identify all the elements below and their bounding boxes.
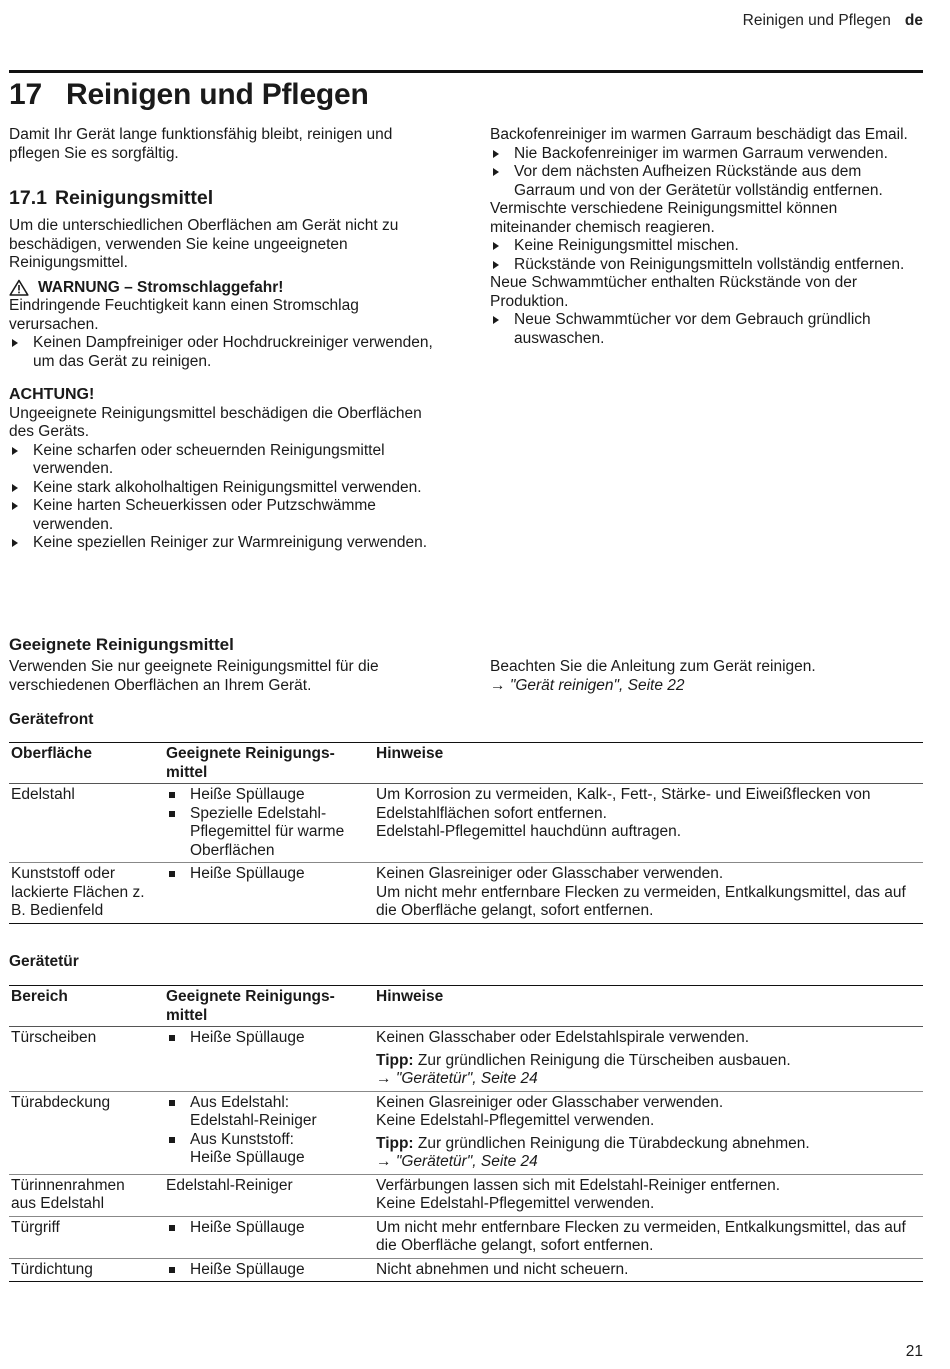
cell-notes <box>374 784 923 863</box>
column-header: Oberfläche <box>11 745 92 762</box>
cell-area: Edelstahl <box>11 786 75 803</box>
cell-area: Türgriff <box>11 1218 60 1236</box>
chapter-number: 17 <box>9 78 42 111</box>
right-column <box>490 126 922 348</box>
table-row <box>9 1216 923 1258</box>
sponge-text: Neue Schwammtücher enthalten Rückstände von der Produktion. <box>490 274 858 310</box>
list-item: Keine stark alkoholhaltigen Reinigungsmittel verwenden. <box>9 479 449 498</box>
list-item: Heiße Spüllauge <box>166 786 372 805</box>
sponge-list <box>490 311 922 348</box>
column-header: Hinweise <box>376 745 444 762</box>
cell-agents: Edelstahl-Reiniger <box>166 1176 293 1194</box>
list-item: Keinen Dampfreiniger oder Hochdruckreiniger verwenden, um das Gerät zu reinigen. <box>9 334 449 371</box>
list-item: Heiße Spüllauge <box>166 1029 372 1048</box>
cross-reference[interactable] <box>376 1153 921 1172</box>
left-column <box>9 126 449 553</box>
cell-area: Türscheiben <box>11 1029 97 1046</box>
warning-title: WARNUNG – Stromschlaggefahr! <box>38 278 284 296</box>
note-line: Keine Edelstahl-Pflegemittel verwenden. <box>376 1112 655 1129</box>
table-door-title: Gerätetür <box>9 953 79 970</box>
cell-agents <box>164 1216 374 1258</box>
tip-line <box>376 1135 921 1154</box>
list-item: Keine Reinigungsmittel mischen. <box>490 237 922 256</box>
tip-label: Tipp: <box>376 1051 414 1069</box>
list-item: Spezielle Edelstahl-Pflegemittel für warme Oberflächen <box>166 805 372 861</box>
list-item: Neue Schwammtücher vor dem Gebrauch gründlich auswaschen. <box>490 311 922 348</box>
page-number: 21 <box>905 1342 923 1360</box>
suitable-agents-heading: Geeignete Reinigungsmittel <box>9 635 234 654</box>
warning-list <box>9 334 449 371</box>
mixing-text: Vermischte verschiedene Reinigungsmittel können miteinander chemisch reagieren. <box>490 200 838 236</box>
cell-notes: Um nicht mehr entfernbare Flecken zu vermeiden, Entkalkungsmittel, das auf die Oberfläche gelangt, sofort entfernen. <box>376 1218 906 1254</box>
arrow-right-icon: → <box>376 1153 392 1170</box>
table-row <box>9 784 923 863</box>
table-front-title: Gerätefront <box>9 711 94 728</box>
list-item: Rückstände von Reinigungsmitteln vollständig entfernen. <box>490 256 922 275</box>
table-row <box>9 1174 923 1216</box>
table-row <box>9 1258 923 1282</box>
list-item: Aus Kunststoff: Heiße Spüllauge <box>166 1131 372 1168</box>
suitable-agents-note <box>490 658 922 695</box>
chapter-heading <box>9 77 369 113</box>
note-line: Keine Edelstahl-Pflegemittel verwenden. <box>376 1195 655 1212</box>
intro-text: Damit Ihr Gerät lange funktionsfähig bleibt, reinigen und pflegen Sie es sorgfältig. <box>9 126 393 162</box>
cross-reference[interactable] <box>490 677 922 696</box>
section-title: Reinigungsmittel <box>54 187 214 209</box>
table-row <box>9 863 923 924</box>
header-title: Reinigen und Pflegen <box>742 12 891 29</box>
column-header: Hinweise <box>376 988 444 1005</box>
list-item: Heiße Spüllauge <box>166 1261 372 1280</box>
table-front <box>9 742 923 924</box>
list-item: Heiße Spüllauge <box>166 865 372 884</box>
cell-notes <box>374 1091 923 1174</box>
warning-triangle-icon <box>9 279 29 296</box>
cell-area: Kunststoff oder lackierte Flächen z. B. Bedienfeld <box>11 865 145 919</box>
cell-notes <box>374 1027 923 1092</box>
tip-text: Zur gründlichen Reinigung die Türabdeckung abnehmen. <box>417 1134 810 1152</box>
warning-heading <box>9 279 449 298</box>
arrow-right-icon: → <box>376 1070 392 1087</box>
note-line: Um nicht mehr entfernbare Flecken zu vermeiden, Entkalkungsmittel, das auf die Oberfläche gelangt, sofort entfernen. <box>376 883 906 919</box>
table-door <box>9 985 923 1282</box>
oven-cleaner-list <box>490 145 922 201</box>
xref-link[interactable]: "Gerätetür", Seite 24 <box>395 1153 538 1170</box>
caution-text: Ungeeignete Reinigungsmittel beschädigen die Oberflächen des Geräts. <box>9 404 422 440</box>
note-line: Edelstahl-Pflegemittel hauchdünn auftragen. <box>376 823 682 840</box>
list-item: Keine speziellen Reiniger zur Warmreinigung verwenden. <box>9 534 449 553</box>
column-header: Geeignete Reinigungs-mittel <box>166 988 335 1024</box>
chapter-title: Reinigen und Pflegen <box>65 78 369 111</box>
cell-notes: Nicht abnehmen und nicht scheuern. <box>376 1260 629 1278</box>
caution-list <box>9 442 449 553</box>
cell-notes <box>374 1174 923 1216</box>
table-row <box>9 1091 923 1174</box>
section-heading <box>9 186 449 210</box>
column-header: Bereich <box>11 988 68 1005</box>
list-item: Heiße Spüllauge <box>166 1219 372 1238</box>
tip-label: Tipp: <box>376 1134 414 1152</box>
list-item: Keine scharfen oder scheuernden Reinigungsmittel verwenden. <box>9 442 449 479</box>
running-header <box>743 12 923 31</box>
note-line: Keinen Glasreiniger oder Glasschaber verwenden. <box>376 865 724 882</box>
cell-agents <box>164 784 374 863</box>
cell-area: Türinnenrahmen aus Edelstahl <box>11 1176 125 1212</box>
list-item: Aus Edelstahl: Edelstahl-Reiniger <box>166 1094 372 1131</box>
table-header-row <box>9 986 923 1027</box>
tip-text: Zur gründlichen Reinigung die Türscheiben ausbauen. <box>417 1051 791 1069</box>
section-text: Um die unterschiedlichen Oberflächen am Gerät nicht zu beschädigen, verwenden Sie keine ungeeigneten Reinigungsmittel. <box>9 217 399 271</box>
note-line: Um Korrosion zu vermeiden, Kalk-, Fett-, Stärke- und Eiweißflecken von Edelstahlflächen sofort entfernen. <box>376 786 871 822</box>
warning-text: Eindringende Feuchtigkeit kann einen Stromschlag verursachen. <box>9 297 359 333</box>
suitable-agents-text: Verwenden Sie nur geeignete Reinigungsmittel für die verschiedenen Oberflächen an Ihrem Gerät. <box>9 658 379 694</box>
table-header-row <box>9 743 923 784</box>
column-header: Geeignete Reinigungs-mittel <box>166 745 335 781</box>
cell-agents <box>164 1027 374 1092</box>
table-row <box>9 1027 923 1092</box>
arrow-right-icon: → <box>490 676 506 694</box>
caution-title: ACHTUNG! <box>9 386 95 403</box>
cell-agents <box>164 863 374 924</box>
tip-line <box>376 1052 921 1071</box>
cell-notes <box>374 863 923 924</box>
cell-area: Türabdeckung <box>11 1093 111 1111</box>
chapter-rule <box>9 70 923 73</box>
oven-cleaner-text: Backofenreiniger im warmen Garraum beschädigt das Email. <box>490 126 908 143</box>
note-line: Keinen Glasschaber oder Edelstahlspirale verwenden. <box>376 1029 750 1046</box>
cell-agents <box>164 1258 374 1282</box>
list-item: Keine harten Scheuerkissen oder Putzschwämme verwenden. <box>9 497 449 534</box>
cell-area: Türdichtung <box>11 1260 93 1278</box>
mixing-list <box>490 237 922 274</box>
cross-reference[interactable] <box>376 1070 921 1089</box>
list-item: Nie Backofenreiniger im warmen Garraum verwenden. <box>490 145 922 164</box>
cell-agents <box>164 1091 374 1174</box>
note-text: Beachten Sie die Anleitung zum Gerät reinigen. <box>490 658 816 675</box>
note-line: Keinen Glasreiniger oder Glasschaber verwenden. <box>376 1093 724 1111</box>
section-number: 17.1 <box>9 187 47 209</box>
language-code: de <box>904 12 923 29</box>
list-item: Vor dem nächsten Aufheizen Rückstände aus dem Garraum und von der Gerätetür vollständig entfernen. <box>490 163 922 200</box>
note-line: Verfärbungen lassen sich mit Edelstahl-Reiniger entfernen. <box>376 1176 781 1194</box>
xref-link[interactable]: "Gerätetür", Seite 24 <box>395 1070 538 1087</box>
xref-link[interactable]: "Gerät reinigen", Seite 22 <box>509 676 685 694</box>
